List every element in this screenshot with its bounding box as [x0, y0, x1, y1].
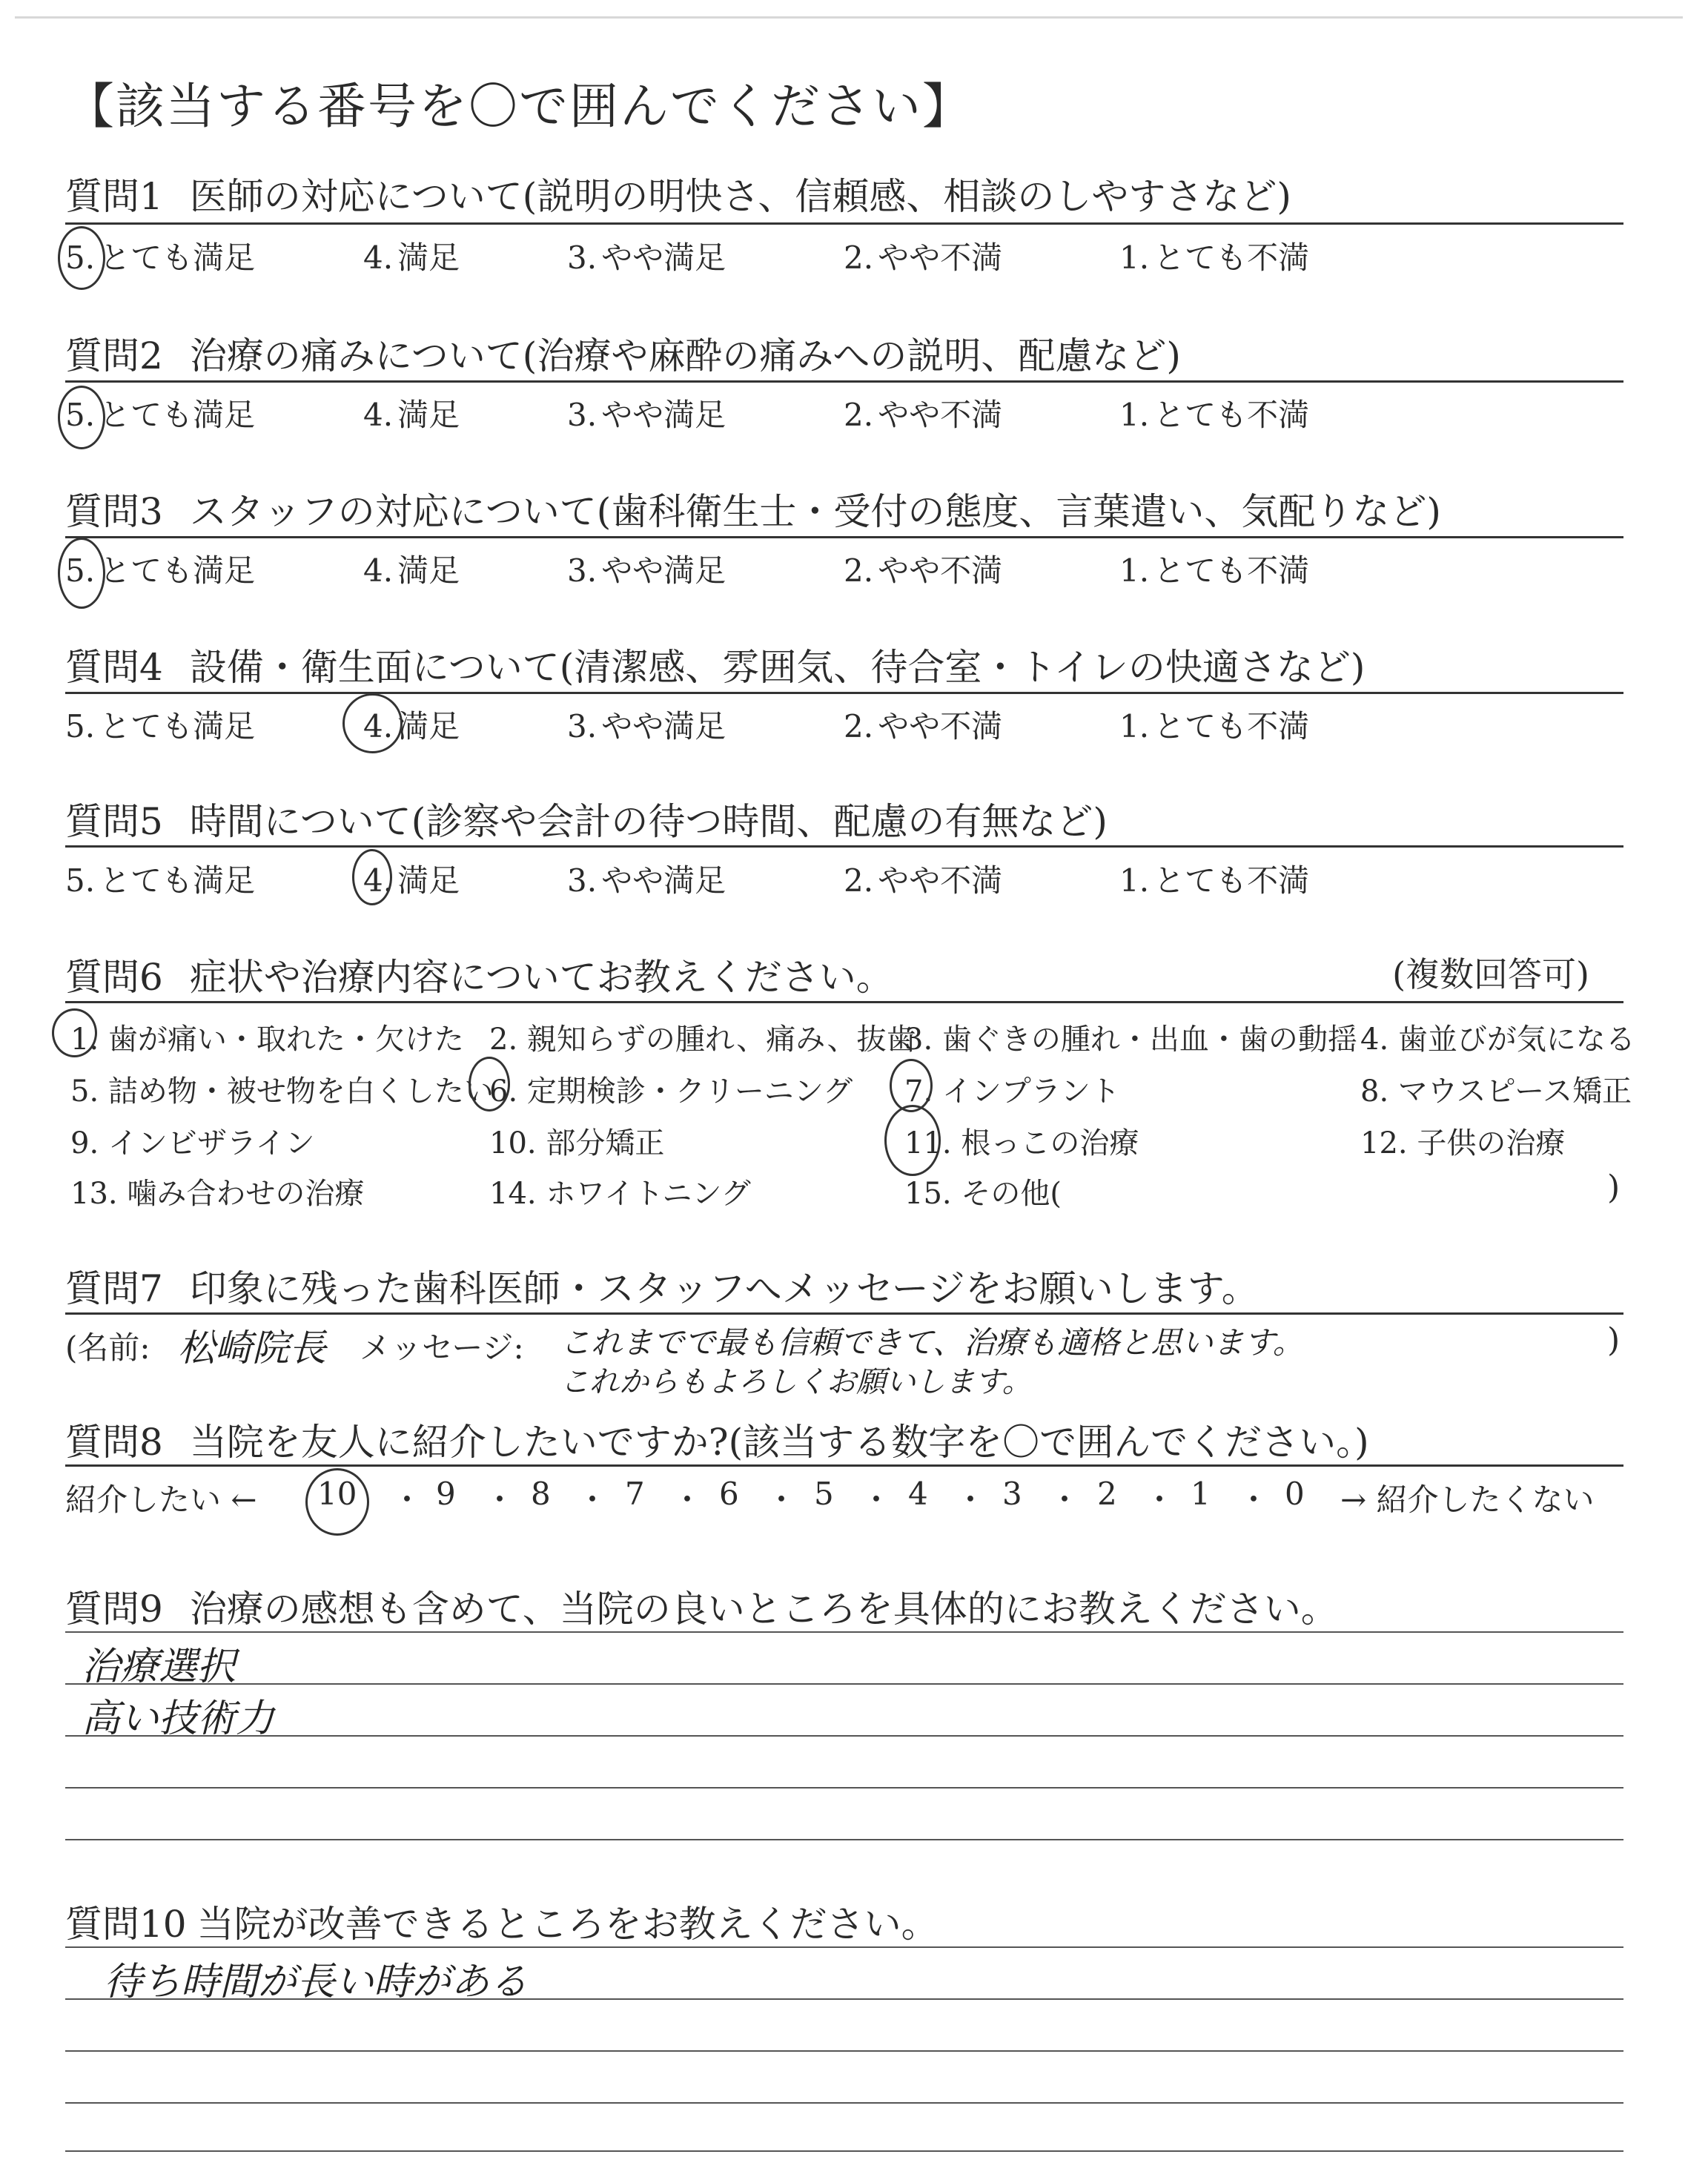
q8-scale-10[interactable]: 10 — [317, 1476, 357, 1512]
q8-rule — [65, 1464, 1623, 1467]
q5-option-2[interactable]: 2. やや不満 — [844, 862, 1003, 899]
q1-option-5[interactable]: 5. とても満足 — [65, 240, 256, 276]
q8-scale-dot: ・ — [955, 1482, 987, 1518]
q7-name-label: (名前: — [65, 1330, 150, 1366]
q6-item-13[interactable]: 13. 噛み合わせの治療 — [70, 1177, 365, 1211]
q8-scale-dot: ・ — [1238, 1482, 1270, 1518]
q8-scale-dot: ・ — [766, 1482, 798, 1518]
q10-line-3 — [65, 2050, 1623, 2052]
q8-left-label: 紹介したい ← — [65, 1482, 257, 1518]
q6-item-4[interactable]: 4. 歯並びが気になる — [1360, 1023, 1635, 1057]
q6-selected-circle-6 — [469, 1057, 510, 1112]
q8-scale — [65, 1476, 1625, 1520]
q2-option-5[interactable]: 5. とても満足 — [65, 397, 256, 433]
q2-option-4[interactable]: 4. 満足 — [363, 397, 460, 433]
q7-message-handwriting-line1: これまでで最も信頼できて、治療も適格と思います。 — [560, 1324, 1304, 1361]
q8-right-label: → 紹介したくない — [1340, 1482, 1595, 1518]
q8-scale-dot: ・ — [1049, 1482, 1081, 1518]
q1-selected-circle — [58, 226, 105, 290]
q5-option-1[interactable]: 1. とても不満 — [1119, 862, 1310, 899]
q5-rule — [65, 845, 1623, 848]
q6-item-3[interactable]: 3. 歯ぐきの腫れ・出血・歯の動揺 — [904, 1023, 1357, 1057]
q4-title: 質問4 設備・衛生面について(清潔感、雰囲気、待合室・トイレの快適さなど) — [65, 646, 1366, 689]
q8-scale-dot: ・ — [672, 1482, 704, 1518]
q3-title: 質問3 スタッフの対応について(歯科衛生士・受付の態度、言葉遣い、気配りなど) — [65, 490, 1441, 533]
q6-rule — [65, 1001, 1623, 1003]
q4-option-4[interactable]: 4. 満足 — [363, 708, 460, 744]
q8-scale-7[interactable]: 7 — [625, 1476, 645, 1512]
q4-rule — [65, 692, 1623, 694]
q6-item-12[interactable]: 12. 子供の治療 — [1360, 1126, 1566, 1160]
q5-option-5[interactable]: 5. とても満足 — [65, 862, 256, 899]
q5-option-3[interactable]: 3. やや満足 — [567, 862, 726, 899]
q1-option-3[interactable]: 3. やや満足 — [567, 240, 726, 276]
q1-option-4[interactable]: 4. 満足 — [363, 240, 460, 276]
q10-line-4 — [65, 2102, 1623, 2104]
q9-line-3 — [65, 1735, 1623, 1737]
top-border — [15, 16, 1683, 19]
q7-rule — [65, 1312, 1623, 1315]
q1-title: 質問1 医師の対応について(説明の明快さ、信頼感、相談のしやすさなど) — [65, 175, 1291, 218]
q2-option-1[interactable]: 1. とても不満 — [1119, 397, 1310, 433]
q6-title: 質問6 症状や治療内容についてお教えください。 — [65, 956, 893, 999]
q6-multiple-note: (複数回答可) — [1392, 954, 1589, 994]
q8-scale-dot: ・ — [1144, 1482, 1176, 1518]
q9-line-5 — [65, 1839, 1623, 1840]
q3-option-4[interactable]: 4. 満足 — [363, 552, 460, 589]
q8-scale-dot: ・ — [577, 1482, 609, 1518]
q8-selected-circle — [305, 1468, 369, 1536]
q2-selected-circle — [58, 386, 105, 449]
q7-name-handwriting: 松崎院長 — [178, 1327, 326, 1370]
q9-answer-line2: 高い技術力 — [82, 1697, 275, 1741]
q7-message-label: メッセージ: — [360, 1330, 524, 1366]
q6-item-1[interactable]: 1. 歯が痛い・取れた・欠けた — [70, 1023, 464, 1057]
q2-option-2[interactable]: 2. やや不満 — [844, 397, 1003, 433]
q4-option-1[interactable]: 1. とても不満 — [1119, 708, 1310, 744]
q6-item-10[interactable]: 10. 部分矯正 — [489, 1126, 665, 1160]
instruction-header: 【該当する番号を〇で囲んでください】 — [65, 78, 973, 135]
q2-rule — [65, 380, 1623, 383]
q8-scale-8[interactable]: 8 — [531, 1476, 551, 1512]
q4-option-5[interactable]: 5. とても満足 — [65, 708, 256, 744]
q9-line-4 — [65, 1787, 1623, 1789]
q10-title: 質問10 当院が改善できるところをお教えください。 — [65, 1903, 939, 1946]
q9-line-1 — [65, 1631, 1623, 1633]
q9-title: 質問9 治療の感想も含めて、当院の良いところを具体的にお教えください。 — [65, 1588, 1338, 1631]
q1-option-2[interactable]: 2. やや不満 — [844, 240, 1003, 276]
q3-selected-circle — [58, 538, 105, 609]
q8-scale-dot: ・ — [484, 1482, 516, 1518]
q6-item-11[interactable]: 11. 根っこの治療 — [904, 1126, 1139, 1160]
q6-item-8[interactable]: 8. マウスピース矯正 — [1360, 1074, 1632, 1109]
q2-title: 質問2 治療の痛みについて(治療や麻酔の痛みへの説明、配慮など) — [65, 334, 1181, 377]
q3-option-3[interactable]: 3. やや満足 — [567, 552, 726, 589]
q5-option-4[interactable]: 4. 満足 — [363, 862, 460, 899]
q6-item-15[interactable]: 15. その他( — [904, 1177, 1062, 1211]
q1-option-1[interactable]: 1. とても不満 — [1119, 240, 1310, 276]
q5-title: 質問5 時間について(診察や会計の待つ時間、配慮の有無など) — [65, 800, 1108, 843]
q9-line-2 — [65, 1683, 1623, 1685]
q4-option-3[interactable]: 3. やや満足 — [567, 708, 726, 744]
q4-selected-circle — [342, 693, 403, 753]
q2-option-3[interactable]: 3. やや満足 — [567, 397, 726, 433]
q3-option-2[interactable]: 2. やや不満 — [844, 552, 1003, 589]
q6-item-6[interactable]: 6. 定期検診・クリーニング — [489, 1074, 853, 1109]
q6-item-2[interactable]: 2. 親知らずの腫れ、痛み、抜歯 — [489, 1023, 916, 1057]
q3-rule — [65, 536, 1623, 538]
q8-scale-5[interactable]: 5 — [814, 1476, 834, 1512]
q1-rule — [65, 222, 1623, 225]
q5-selected-circle — [352, 849, 392, 905]
q7-close-paren: ) — [1607, 1321, 1621, 1359]
q3-option-1[interactable]: 1. とても不満 — [1119, 552, 1310, 589]
q10-line-1 — [65, 1946, 1623, 1948]
q8-scale-dot: ・ — [391, 1482, 423, 1518]
q6-selected-circle-11 — [884, 1105, 941, 1176]
q6-item-14[interactable]: 14. ホワイトニング — [489, 1177, 751, 1211]
q9-answer-line1: 治療選択 — [82, 1645, 236, 1689]
q10-line-5 — [65, 2150, 1623, 2152]
q10-answer-line1: 待ち時間が長い時がある — [104, 1960, 529, 2004]
q8-scale-1[interactable]: 1 — [1191, 1476, 1211, 1512]
q6-other-close-paren: ) — [1607, 1169, 1621, 1206]
q8-title: 質問8 当院を友人に紹介したいですか?(該当する数字を〇で囲んでください。) — [65, 1421, 1369, 1464]
q8-scale-4[interactable]: 4 — [908, 1476, 928, 1512]
q7-message-handwriting-line2: これからもよろしくお願いします。 — [560, 1365, 1032, 1399]
q8-scale-6[interactable]: 6 — [719, 1476, 739, 1512]
q6-item-5[interactable]: 5. 詰め物・被せ物を白くしたい — [70, 1074, 494, 1109]
q3-option-5[interactable]: 5. とても満足 — [65, 552, 256, 589]
q8-scale-3[interactable]: 3 — [1002, 1476, 1022, 1512]
q6-item-9[interactable]: 9. インビザライン — [70, 1126, 315, 1160]
q8-scale-2[interactable]: 2 — [1097, 1476, 1117, 1512]
q10-line-2 — [65, 1998, 1623, 2000]
q7-title: 質問7 印象に残った歯科医師・スタッフへメッセージをお願いします。 — [65, 1267, 1259, 1310]
q8-scale-dot: ・ — [861, 1482, 893, 1518]
q6-item-7[interactable]: 7. インプラント — [904, 1074, 1120, 1109]
q4-option-2[interactable]: 2. やや不満 — [844, 708, 1003, 744]
q8-scale-9[interactable]: 9 — [436, 1476, 456, 1512]
q6-selected-circle-1 — [52, 1008, 97, 1057]
q8-scale-0[interactable]: 0 — [1285, 1476, 1305, 1512]
